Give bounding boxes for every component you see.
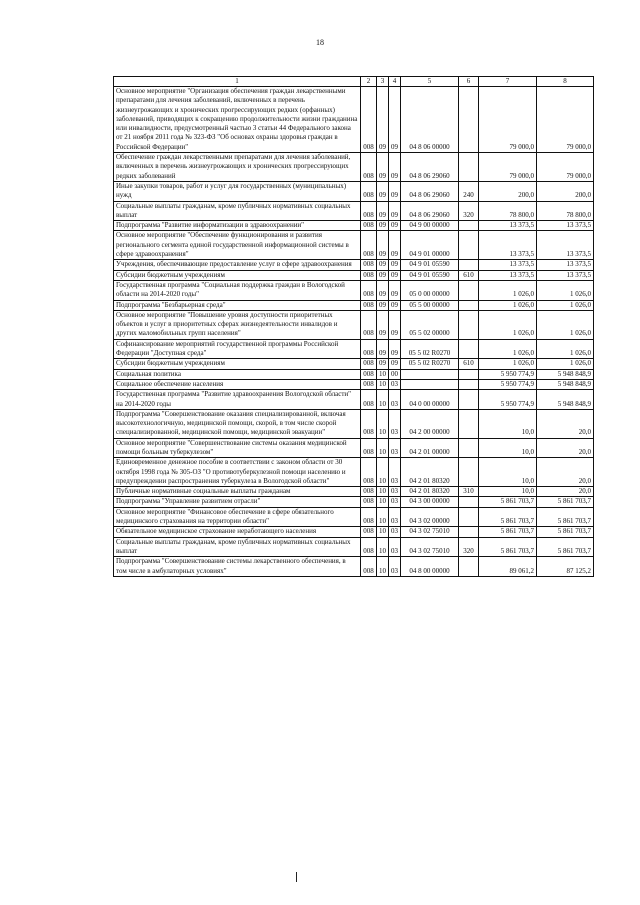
expense-type-code <box>459 527 479 537</box>
expense-type-code <box>459 409 479 438</box>
subsection-code: 03 <box>389 409 401 438</box>
expense-type-code <box>459 231 479 260</box>
table-row <box>114 181 594 201</box>
header-cell: 2 <box>361 77 377 87</box>
ministry-code: 008 <box>361 497 377 507</box>
target-article-code: 04 8 06 29060 <box>401 153 459 182</box>
table-row <box>114 497 594 507</box>
row-name: Иные закупки товаров, работ и услуг для государственных (муниципальных) нужд <box>114 181 361 201</box>
header-cell: 6 <box>459 77 479 87</box>
table-row <box>114 153 594 182</box>
section-code: 09 <box>377 300 389 310</box>
ministry-code: 008 <box>361 201 377 221</box>
subsection-code: 09 <box>389 280 401 300</box>
amount-year-1: 1 026,0 <box>479 300 537 310</box>
ministry-code: 008 <box>361 270 377 280</box>
subsection-code: 03 <box>389 487 401 497</box>
ministry-code: 008 <box>361 390 377 410</box>
amount-year-1: 10,0 <box>479 458 537 487</box>
amount-year-2: 87 125,2 <box>537 557 594 577</box>
section-code: 09 <box>377 260 389 270</box>
expense-type-code <box>459 458 479 487</box>
amount-year-2: 20,0 <box>537 409 594 438</box>
target-article-code: 04 8 00 00000 <box>401 557 459 577</box>
section-code: 10 <box>377 369 389 379</box>
amount-year-2: 200,0 <box>537 181 594 201</box>
section-code: 09 <box>377 280 389 300</box>
target-article-code: 04 9 01 00000 <box>401 231 459 260</box>
subsection-code: 03 <box>389 497 401 507</box>
row-name: Социальные выплаты гражданам, кроме публичных нормативных социальных выплат <box>114 201 361 221</box>
ministry-code: 008 <box>361 153 377 182</box>
amount-year-2: 5 861 703,7 <box>537 537 594 557</box>
table-row <box>114 537 594 557</box>
table-row <box>114 221 594 231</box>
amount-year-1: 13 373,5 <box>479 270 537 280</box>
table-row <box>114 300 594 310</box>
row-name: Обеспечение граждан лекарственными препаратами для лечения заболеваний, включенных в перечень жизнеугрожающих и хронических прогрессирующих редких заболеваний <box>114 153 361 182</box>
expense-type-code <box>459 507 479 527</box>
amount-year-1: 89 061,2 <box>479 557 537 577</box>
amount-year-1: 1 026,0 <box>479 280 537 300</box>
section-code: 09 <box>377 231 389 260</box>
target-article-code: 04 8 06 29060 <box>401 201 459 221</box>
table-row <box>114 231 594 260</box>
subsection-code: 03 <box>389 379 401 389</box>
row-name: Подпрограмма "Совершенствование оказания специализированной, включая высокотехнологичную, медицинской помощи, скорой, в том числе скорой специализированной, медицинской помощи, медицинской эвакуации" <box>114 409 361 438</box>
section-code: 09 <box>377 221 389 231</box>
ministry-code: 008 <box>361 527 377 537</box>
target-article-code: 04 8 06 00000 <box>401 87 459 153</box>
ministry-code: 008 <box>361 557 377 577</box>
header-cell: 5 <box>401 77 459 87</box>
target-article-code: 04 2 01 80320 <box>401 458 459 487</box>
table-row <box>114 487 594 497</box>
subsection-code: 09 <box>389 300 401 310</box>
section-code: 10 <box>377 390 389 410</box>
amount-year-2: 79 000,0 <box>537 153 594 182</box>
ministry-code: 008 <box>361 537 377 557</box>
ministry-code: 008 <box>361 507 377 527</box>
expense-type-code <box>459 87 479 153</box>
expense-type-code <box>459 153 479 182</box>
amount-year-1: 79 000,0 <box>479 87 537 153</box>
table-row <box>114 557 594 577</box>
ministry-code: 008 <box>361 221 377 231</box>
subsection-code: 09 <box>389 221 401 231</box>
section-code: 10 <box>377 507 389 527</box>
amount-year-2: 1 026,0 <box>537 339 594 359</box>
row-name: Субсидии бюджетным учреждениям <box>114 359 361 369</box>
amount-year-1: 5 861 703,7 <box>479 527 537 537</box>
expense-type-code <box>459 369 479 379</box>
amount-year-2: 20,0 <box>537 458 594 487</box>
table-row <box>114 260 594 270</box>
target-article-code: 04 0 00 00000 <box>401 390 459 410</box>
table-row <box>114 438 594 458</box>
row-name: Подпрограмма "Развитие информатизации в здравоохранении" <box>114 221 361 231</box>
section-code: 09 <box>377 87 389 153</box>
section-code: 10 <box>377 458 389 487</box>
row-name: Публичные нормативные социальные выплаты гражданам <box>114 487 361 497</box>
amount-year-1: 5 861 703,7 <box>479 497 537 507</box>
target-article-code: 05 5 02 R0270 <box>401 339 459 359</box>
amount-year-2: 5 948 848,9 <box>537 369 594 379</box>
section-code: 09 <box>377 310 389 339</box>
amount-year-2: 1 026,0 <box>537 280 594 300</box>
amount-year-1: 1 026,0 <box>479 310 537 339</box>
ministry-code: 008 <box>361 339 377 359</box>
header-cell: 1 <box>114 77 361 87</box>
expense-type-code: 320 <box>459 201 479 221</box>
subsection-code: 09 <box>389 87 401 153</box>
table-row <box>114 270 594 280</box>
row-name: Подпрограмма "Управление развитием отрасли" <box>114 497 361 507</box>
amount-year-1: 5 950 774,9 <box>479 390 537 410</box>
target-article-code: 04 8 06 29060 <box>401 181 459 201</box>
row-name: Социальная политика <box>114 369 361 379</box>
expense-type-code <box>459 497 479 507</box>
row-name: Основное мероприятие "Организация обеспечения граждан лекарственными препаратами для лечения заболеваний, включенных в перечень жизнеугрожающих и хронических прогрессирующих редких (орфанных) заболеваний, приводящих к сокращению продолжительности жизни гражданина или инвалидности, предусмотренный частью 3 статьи 44 Федерального закона от 21 ноября 2011 года № 323-ФЗ "Об основах охраны здоровья граждан в Российской Федерации" <box>114 87 361 153</box>
amount-year-1: 1 026,0 <box>479 339 537 359</box>
table-row <box>114 507 594 527</box>
target-article-code: 05 0 00 00000 <box>401 280 459 300</box>
target-article-code: 04 3 02 75010 <box>401 527 459 537</box>
expense-type-code: 610 <box>459 270 479 280</box>
target-article-code: 05 5 02 00000 <box>401 310 459 339</box>
subsection-code: 09 <box>389 181 401 201</box>
page-number: 18 <box>316 38 324 47</box>
subsection-code: 03 <box>389 507 401 527</box>
row-name: Государственная программа "Социальная поддержка граждан в Вологодской области на 2014-2020 годы" <box>114 280 361 300</box>
target-article-code: 04 2 01 80320 <box>401 487 459 497</box>
amount-year-2: 5 861 703,7 <box>537 497 594 507</box>
table-row <box>114 201 594 221</box>
ministry-code: 008 <box>361 458 377 487</box>
subsection-code: 09 <box>389 231 401 260</box>
expense-type-code: 320 <box>459 537 479 557</box>
table-row <box>114 379 594 389</box>
subsection-code: 03 <box>389 438 401 458</box>
table-row <box>114 390 594 410</box>
amount-year-2: 1 026,0 <box>537 300 594 310</box>
ministry-code: 008 <box>361 231 377 260</box>
subsection-code: 09 <box>389 339 401 359</box>
amount-year-2: 5 861 703,7 <box>537 507 594 527</box>
amount-year-2: 20,0 <box>537 487 594 497</box>
target-article-code: 04 3 00 00000 <box>401 497 459 507</box>
subsection-code: 09 <box>389 153 401 182</box>
expense-type-code <box>459 557 479 577</box>
budget-table <box>113 76 594 577</box>
table-row <box>114 458 594 487</box>
subsection-code: 09 <box>389 201 401 221</box>
row-name: Подпрограмма "Безбарьерная среда" <box>114 300 361 310</box>
target-article-code: 04 9 00 00000 <box>401 221 459 231</box>
amount-year-2: 20,0 <box>537 438 594 458</box>
amount-year-1: 10,0 <box>479 438 537 458</box>
section-code: 10 <box>377 379 389 389</box>
subsection-code: 09 <box>389 359 401 369</box>
ministry-code: 008 <box>361 260 377 270</box>
subsection-code: 03 <box>389 557 401 577</box>
expense-type-code <box>459 438 479 458</box>
table-row <box>114 339 594 359</box>
ministry-code: 008 <box>361 369 377 379</box>
amount-year-2: 13 373,5 <box>537 221 594 231</box>
subsection-code: 03 <box>389 458 401 487</box>
amount-year-2: 1 026,0 <box>537 310 594 339</box>
amount-year-1: 1 026,0 <box>479 359 537 369</box>
section-code: 10 <box>377 527 389 537</box>
amount-year-2: 5 861 703,7 <box>537 527 594 537</box>
amount-year-1: 13 373,5 <box>479 221 537 231</box>
row-name: Подпрограмма "Совершенствование системы лекарственного обеспечения, в том числе в амбулаторных условиях" <box>114 557 361 577</box>
header-row <box>114 77 594 87</box>
section-code: 10 <box>377 537 389 557</box>
row-name: Основное мероприятие "Обеспечение функционирования и развития регионального сегмента единой государственной информационной системы в сфере здравоохранения" <box>114 231 361 260</box>
table-row <box>114 310 594 339</box>
section-code: 09 <box>377 359 389 369</box>
amount-year-2: 5 948 848,9 <box>537 390 594 410</box>
amount-year-2: 5 948 848,9 <box>537 379 594 389</box>
row-name: Софинансирование мероприятий государственной программы Российской Федерации "Доступная среда" <box>114 339 361 359</box>
ministry-code: 008 <box>361 87 377 153</box>
target-article-code: 05 5 02 R0270 <box>401 359 459 369</box>
section-code: 10 <box>377 487 389 497</box>
subsection-code: 03 <box>389 527 401 537</box>
header-cell: 7 <box>479 77 537 87</box>
expense-type-code <box>459 300 479 310</box>
row-name: Учреждения, обеспечивающие предоставление услуг в сфере здравоохранения <box>114 260 361 270</box>
expense-type-code <box>459 390 479 410</box>
subsection-code: 03 <box>389 537 401 557</box>
section-code: 10 <box>377 497 389 507</box>
expense-type-code <box>459 310 479 339</box>
expense-type-code <box>459 379 479 389</box>
section-code: 09 <box>377 270 389 280</box>
subsection-code: 09 <box>389 310 401 339</box>
table-row <box>114 409 594 438</box>
amount-year-1: 5 950 774,9 <box>479 369 537 379</box>
row-name: Социальные выплаты гражданам, кроме публичных нормативных социальных выплат <box>114 537 361 557</box>
expense-type-code <box>459 280 479 300</box>
section-code: 09 <box>377 181 389 201</box>
ministry-code: 008 <box>361 300 377 310</box>
header-cell: 8 <box>537 77 594 87</box>
expense-type-code: 240 <box>459 181 479 201</box>
section-code: 09 <box>377 339 389 359</box>
expense-type-code: 310 <box>459 487 479 497</box>
amount-year-1: 13 373,5 <box>479 260 537 270</box>
table-row <box>114 359 594 369</box>
amount-year-1: 5 861 703,7 <box>479 537 537 557</box>
ministry-code: 008 <box>361 359 377 369</box>
table-row <box>114 369 594 379</box>
section-code: 09 <box>377 201 389 221</box>
expense-type-code <box>459 221 479 231</box>
target-article-code: 04 9 01 05590 <box>401 270 459 280</box>
target-article-code <box>401 369 459 379</box>
section-code: 10 <box>377 438 389 458</box>
amount-year-2: 13 373,5 <box>537 270 594 280</box>
row-name: Субсидии бюджетным учреждениям <box>114 270 361 280</box>
subsection-code: 09 <box>389 260 401 270</box>
subsection-code: 03 <box>389 390 401 410</box>
expense-type-code: 610 <box>459 359 479 369</box>
ministry-code: 008 <box>361 438 377 458</box>
target-article-code: 04 2 00 00000 <box>401 409 459 438</box>
amount-year-1: 78 800,0 <box>479 201 537 221</box>
expense-type-code <box>459 260 479 270</box>
subsection-code: 00 <box>389 369 401 379</box>
amount-year-2: 78 800,0 <box>537 201 594 221</box>
ministry-code: 008 <box>361 487 377 497</box>
target-article-code: 05 5 00 00000 <box>401 300 459 310</box>
subsection-code: 09 <box>389 270 401 280</box>
target-article-code: 04 3 02 75010 <box>401 537 459 557</box>
row-name: Основное мероприятие "Финансовое обеспечение в сфере обязательного медицинского страхования на территории области" <box>114 507 361 527</box>
ministry-code: 008 <box>361 409 377 438</box>
target-article-code: 04 3 02 00000 <box>401 507 459 527</box>
amount-year-2: 13 373,5 <box>537 260 594 270</box>
amount-year-1: 79 000,0 <box>479 153 537 182</box>
ministry-code: 008 <box>361 280 377 300</box>
amount-year-2: 13 373,5 <box>537 231 594 260</box>
ministry-code: 008 <box>361 181 377 201</box>
row-name: Обязательное медицинское страхование неработающего населения <box>114 527 361 537</box>
page-edge-mark <box>296 872 297 882</box>
expense-type-code <box>459 339 479 359</box>
table-row <box>114 87 594 153</box>
row-name: Основное мероприятие "Совершенствование системы оказания медицинской помощи больным туберкулезом" <box>114 438 361 458</box>
header-cell: 4 <box>389 77 401 87</box>
table-row <box>114 280 594 300</box>
target-article-code: 04 9 01 05590 <box>401 260 459 270</box>
row-name: Основное мероприятие "Повышение уровня доступности приоритетных объектов и услуг в приоритетных сферах жизнедеятельности инвалидов и других маломобильных групп населения" <box>114 310 361 339</box>
header-cell: 3 <box>377 77 389 87</box>
amount-year-1: 200,0 <box>479 181 537 201</box>
row-name: Социальное обеспечение населения <box>114 379 361 389</box>
amount-year-2: 79 000,0 <box>537 87 594 153</box>
target-article-code: 04 2 01 00000 <box>401 438 459 458</box>
amount-year-1: 10,0 <box>479 487 537 497</box>
section-code: 10 <box>377 557 389 577</box>
amount-year-2: 1 026,0 <box>537 359 594 369</box>
amount-year-1: 5 861 703,7 <box>479 507 537 527</box>
table-row <box>114 527 594 537</box>
ministry-code: 008 <box>361 310 377 339</box>
amount-year-1: 5 950 774,9 <box>479 379 537 389</box>
section-code: 09 <box>377 153 389 182</box>
amount-year-1: 10,0 <box>479 409 537 438</box>
section-code: 10 <box>377 409 389 438</box>
ministry-code: 008 <box>361 379 377 389</box>
row-name: Единовременное денежное пособие в соответствии с законом области от 30 октября 1998 года № 305-ОЗ "О противотуберкулезной помощи населению и предупреждении распространения туберкулеза в Вологодской области" <box>114 458 361 487</box>
amount-year-1: 13 373,5 <box>479 231 537 260</box>
row-name: Государственная программа "Развитие здравоохранения Вологодской области" на 2014-2020 годы <box>114 390 361 410</box>
target-article-code <box>401 379 459 389</box>
